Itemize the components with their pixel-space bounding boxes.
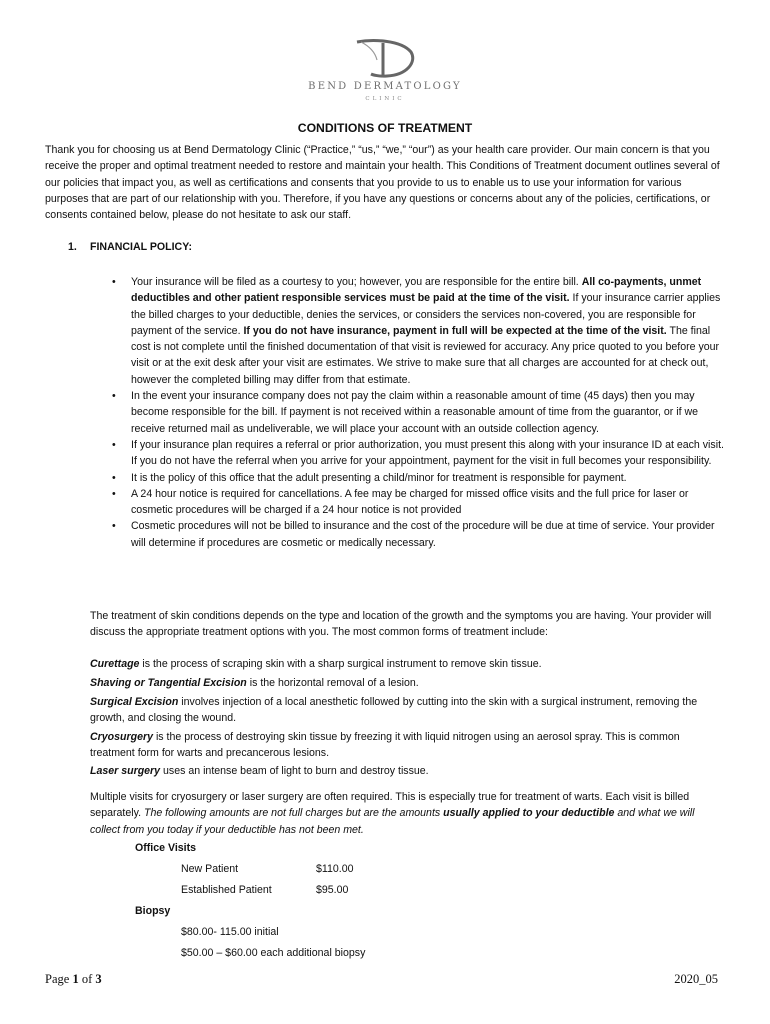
treatment-desc: involves injection of a local anesthetic followed by cutting into the skin with a surgical instrument, removing the growth, and closing the wound. — [90, 695, 698, 724]
multiple-visits-bold-italic: usually applied to your deductible — [443, 807, 615, 820]
section-number: 1. — [68, 241, 77, 253]
page-number — [45, 972, 102, 987]
clinic-logo — [0, 38, 770, 102]
bullet-text: In the event your insurance company does not pay the claim within a reasonable amount of time (45 days) then you may become responsible for the bill. If payment is not received within a reasonable amount of time from the guarantor, or if we receive returned mail as undeliverable, we will place your account with an outside collection agency. — [131, 390, 699, 435]
treatment-term: Shaving or Tangential Excision — [90, 676, 247, 689]
bullet-text: Cosmetic procedures will not be billed to insurance and the cost of the procedure will be due at time of service. Your provider will determine if procedures are cosmetic or medically necessary. — [131, 520, 715, 549]
treatment-definitions — [90, 657, 720, 783]
bullet-icon: • — [112, 276, 116, 288]
list-item — [112, 388, 726, 437]
fee-label-established-patient: Established Patient — [181, 884, 272, 896]
treatment-term: Cryosurgery — [90, 730, 153, 743]
bullet-icon: • — [112, 487, 116, 500]
treatment-term: Curettage — [90, 658, 140, 670]
treatment-item — [90, 764, 720, 780]
logo-subtitle: CLINIC — [365, 96, 405, 102]
fee-biopsy-initial: $80.00- 115.00 initial — [181, 926, 279, 938]
of-word: of — [78, 972, 96, 986]
treatment-desc: is the process of destroying skin tissue by freezing it with liquid nitrogen using an aerosol spray. This is common treatment form for warts and precancerous lesions. — [90, 730, 680, 759]
office-visits-heading: Office Visits — [135, 842, 197, 854]
document-code: 2020_05 — [674, 972, 718, 986]
fee-biopsy-additional: $50.00 – $60.00 each additional biopsy — [181, 947, 366, 959]
bullet-text: It is the policy of this office that the adult presenting a child/minor for treatment is responsible for payment. — [131, 471, 627, 484]
bullet-text: The final cost is not complete until the finished documentation of that visit is reviewed for accuracy. Any price quoted to you before your visit or at the exit desk after your visit are estimates. We strive to make sure that all charges are accounted for at check out, however the completed billing may differ from that estimate. — [131, 324, 720, 386]
section-title: FINANCIAL POLICY: — [90, 241, 193, 253]
treatment-term: Surgical Excision — [90, 695, 179, 708]
section-heading-financial — [68, 241, 192, 253]
list-item — [112, 518, 726, 551]
bullet-bold-text: All co-payments, unmet deductibles and other patient responsible services must be paid at the time of the visit. — [131, 276, 702, 305]
treatment-item — [90, 657, 720, 673]
multiple-visits-paragraph — [90, 789, 720, 838]
bullet-icon: • — [112, 438, 116, 451]
list-item — [112, 437, 726, 470]
clinic-logo-mark-icon — [353, 38, 417, 78]
bullet-icon: • — [112, 471, 116, 484]
treatment-desc: uses an intense beam of light to burn and destroy tissue. — [160, 765, 429, 778]
treatment-item — [90, 730, 720, 762]
page-word: Page — [45, 972, 73, 986]
financial-policy-list — [112, 274, 726, 551]
treatment-desc: is the process of scraping skin with a sharp surgical instrument to remove skin tissue. — [139, 658, 542, 670]
bullet-icon: • — [112, 520, 116, 533]
bullet-icon: • — [112, 390, 116, 403]
bullet-bold-text: If you do not have insurance, payment in full will be expected at the time of the visit. — [243, 324, 667, 337]
treatment-item — [90, 676, 720, 692]
treatment-desc: is the horizontal removal of a lesion. — [246, 676, 419, 689]
document-title: CONDITIONS OF TREATMENT — [297, 121, 473, 135]
multiple-visits-italic: and what we will collect from you today if your deductible has not been met. — [90, 807, 695, 836]
bullet-text: If your insurance plan requires a referral or prior authorization, you must present this along with your insurance ID at each visit. If you do not have the referral when you arrive for your appointment, payment for the visit in full becomes your responsibility. — [131, 438, 724, 468]
multiple-visits-italic: The following amounts are not full charges but are the amounts — [143, 807, 444, 820]
page-total: 3 — [95, 972, 102, 986]
treatment-term: Laser surgery — [90, 765, 161, 778]
list-item — [112, 470, 726, 486]
treatment-item — [90, 695, 720, 727]
biopsy-heading: Biopsy — [135, 905, 171, 917]
list-item — [112, 274, 726, 388]
list-item — [112, 486, 726, 519]
fee-label-new-patient: New Patient — [181, 863, 239, 875]
intro-paragraph: Thank you for choosing us at Bend Dermatology Clinic (“Practice,” “us,” “we,” “our”) as your health care provider. Our main concern is that you receive the proper and optimal treatment needed to restore and maintain your health. This Conditions of Treatment document outlines several of our policies that impact you, as well as certifications and consents that you provide to us to enable us to use your information for various purposes that are part of our relationship with you. Therefore, if you have any questions or concerns about any of the policies, certifications, or consents contained below, please do not hesitate to ask our staff. — [45, 144, 720, 222]
multiple-visits-text: Multiple visits for cryosurgery or laser surgery are often required. This is especially true for treatment of warts. Each visit is billed separately. — [90, 791, 690, 820]
bullet-text: If your insurance carrier applies the billed charges to your deductible, denies the services, or considers the services non-covered, you are responsible for payment of the service. — [131, 292, 721, 337]
logo-name: BEND DERMATOLOGY — [308, 81, 462, 92]
fee-value-established-patient: $95.00 — [316, 884, 349, 896]
page-current: 1 — [72, 972, 79, 986]
treatment-intro-paragraph: The treatment of skin conditions depends on the type and location of the growth and the symptoms you are having. Your provider will discuss the appropriate treatment options with you. The most common forms of treatment include: — [90, 610, 712, 639]
bullet-text: A 24 hour notice is required for cancellations. A fee may be charged for missed office visits and the full price for laser or cosmetic procedures will be charged if a 24 hour notice is not provided — [131, 487, 689, 517]
bullet-text: Your insurance will be filed as a courtesy to you; however, you are responsible for the entire bill. — [131, 276, 582, 288]
fee-value-new-patient: $110.00 — [316, 863, 354, 875]
